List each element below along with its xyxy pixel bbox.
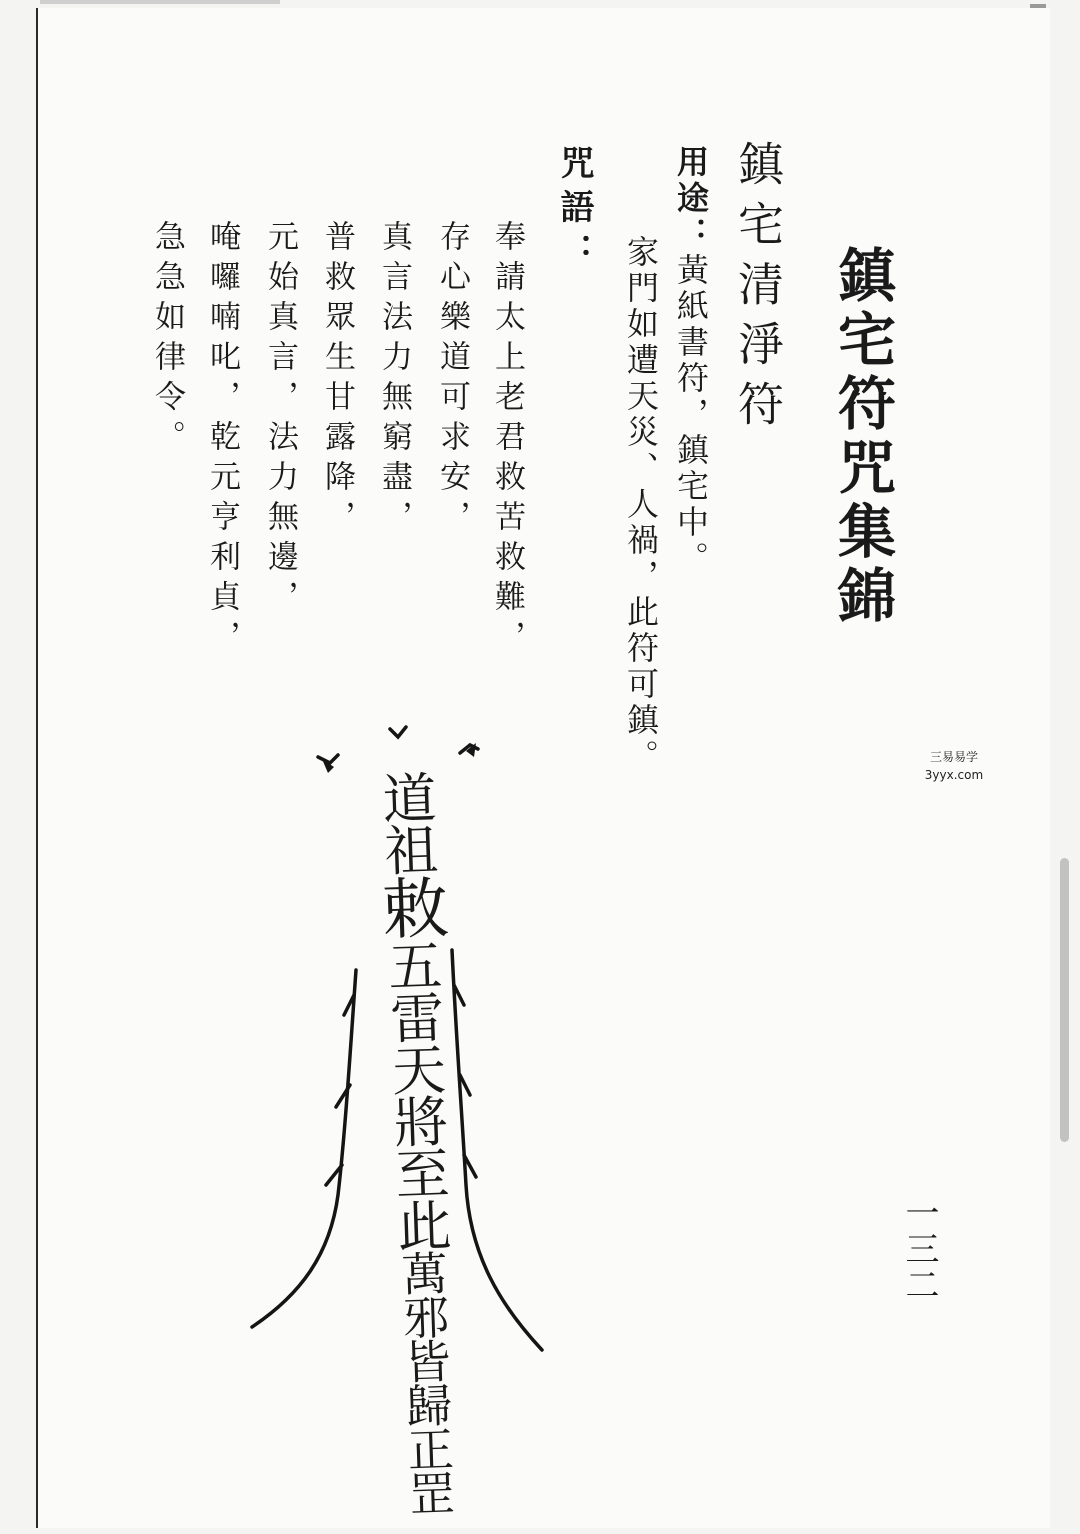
watermark-line-2: 3yyx.com <box>924 768 984 782</box>
usage-line-1 <box>668 145 714 577</box>
vertical-scrollbar[interactable] <box>1060 858 1069 1142</box>
mantra-line: 急急如律令。 <box>149 220 185 460</box>
mantra-line: 元始真言，法力無邊， <box>262 220 298 620</box>
usage-text-1: 黃紙書符，鎮宅中。 <box>672 253 710 577</box>
talisman-part-2: 敕 <box>369 872 449 940</box>
mantra-line: 真言法力無窮盡， <box>376 220 412 540</box>
talisman-part-4: 萬邪皆歸正罡 <box>393 1249 457 1515</box>
watermark <box>912 748 996 784</box>
mantra-line: 唵囉喃叱，乾元亨利貞， <box>204 220 240 660</box>
talisman-part-1: 道祖 <box>373 769 440 876</box>
mantra-label: 咒語： <box>554 145 594 277</box>
talisman-part-3: 五雷天將至此 <box>378 937 453 1252</box>
page-number: 一三二 <box>899 1195 939 1303</box>
page-top-edge <box>40 0 280 4</box>
mantra-line: 普救眾生甘露降， <box>319 220 355 540</box>
usage-line-2: 家門如遭天災、人禍，此符可鎮。 <box>622 235 660 775</box>
mantra-line: 奉請太上老君救苦救難， <box>489 220 525 660</box>
watermark-line-1: 三易易学 <box>929 750 978 764</box>
talisman-drawing <box>230 715 560 1515</box>
page-title: 鎮宅符咒集錦 <box>828 245 896 629</box>
section-heading: 鎮宅清淨符 <box>731 140 785 440</box>
usage-label: 用途： <box>672 145 710 253</box>
mantra-line: 存心樂道可求安， <box>434 220 470 540</box>
